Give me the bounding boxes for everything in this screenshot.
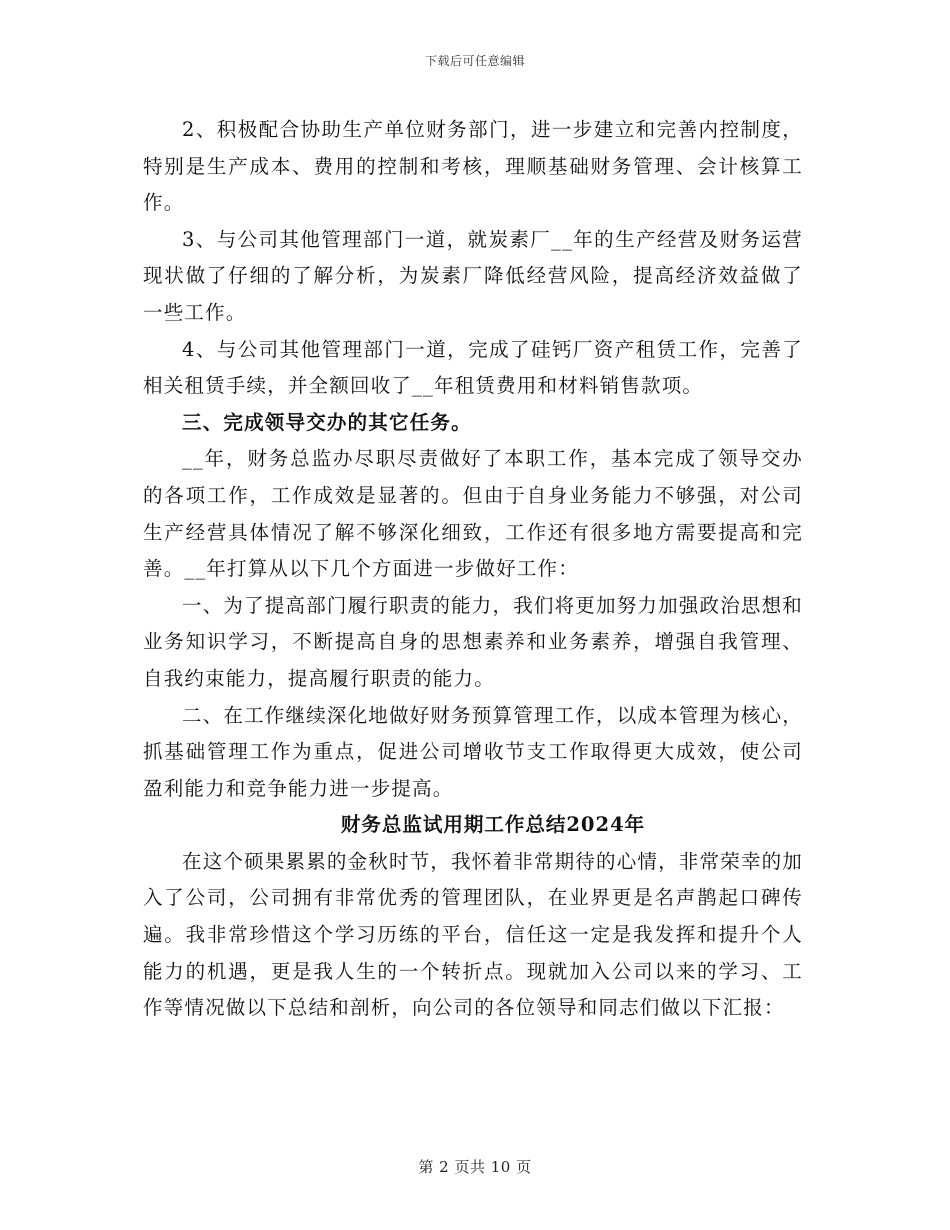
paragraph-plan-1: 一、为了提高部门履行职责的能力，我们将更加努力加强政治思想和业务知识学习，不断提高自身的思想素养和业务素养，增强自我管理、自我约束能力，提高履行职责的能力。	[143, 593, 804, 690]
paragraph-item-2: 2、积极配合协助生产单位财务部门，进一步建立和完善内控制度，特别是生产成本、费用的控制和考核，理顺基础财务管理、会计核算工作。	[143, 118, 803, 215]
paragraph-item-4: 4、与公司其他管理部门一道，完成了硅钙厂资产租赁工作，完善了相关租赁手续，并全额回收了__年租赁费用和材料销售款项。	[143, 337, 803, 398]
paragraph-summary: __年，财务总监办尽职尽责做好了本职工作，基本完成了领导交办的各项工作，工作成效是显著的。但由于自身业务能力不够强，对公司生产经营具体情况了解不够深化细致，工作还有很多地方需要提高和完善。__年打算从以下几个方面进一步做好工作：	[143, 447, 803, 581]
page-footer: 第 2 页共 10 页	[418, 1158, 532, 1176]
section-heading-3: 三、完成领导交办的其它任务。	[182, 410, 472, 434]
page-header: 下载后可任意编辑	[424, 54, 525, 68]
paragraph-plan-2: 二、在工作继续深化地做好财务预算管理工作，以成本管理为核心，抓基础管理工作为重点，促进公司增收节支工作取得更大成效，使公司盈利能力和竞争能力进一步提高。	[143, 703, 804, 800]
section-title: 财务总监试用期工作总结2024年	[340, 813, 646, 837]
intro-paragraph: 在这个硕果累累的金秋时节，我怀着非常期待的心情，非常荣幸的加入了公司，公司拥有非常优秀的管理团队，在业界更是名声鹊起口碑传遍。我非常珍惜这个学习历练的平台，信任这一定是我发挥和提升个人能力的机遇，更是我人生的一个转折点。现就加入公司以来的学习、工作等情况做以下总结和剖析，向公司的各位领导和同志们做以下汇报：	[143, 849, 804, 1020]
document-body	[143, 112, 803, 1027]
paragraph-item-3: 3、与公司其他管理部门一道，就炭素厂__年的生产经营及财务运营现状做了仔细的了解分析，为炭素厂降低经营风险，提高经济效益做了一些工作。	[143, 227, 803, 324]
